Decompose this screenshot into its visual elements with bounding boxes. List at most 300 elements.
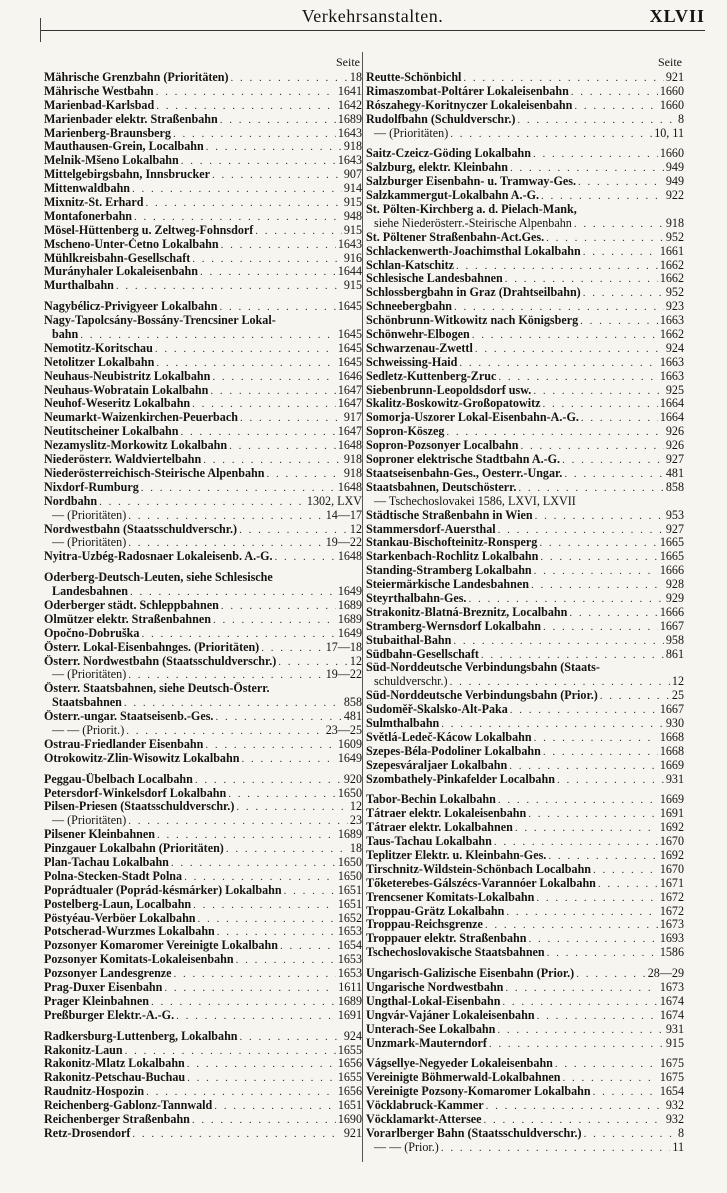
- dot-leader: [126, 669, 323, 682]
- dot-leader: [444, 426, 663, 439]
- entry-name: Schlan-Katschitz: [366, 258, 455, 272]
- entry-name: Nezamyslitz-Morkowitz Lokalbahn: [44, 439, 228, 453]
- entry-name: Prager Kleinbahnen: [44, 994, 149, 1008]
- entry-name: — — (Priorit.): [52, 723, 125, 737]
- entry-name: Schlesische Landesbahnen: [366, 272, 503, 286]
- entry-name: Szepesváraljaer Lokalbahn: [366, 758, 508, 772]
- entry-name: Soproner elektrische Stadtbahn A.-G.: [366, 453, 561, 467]
- dot-leader: [126, 510, 323, 523]
- entry-page: 1656: [337, 1057, 362, 1071]
- entry-name: Neuhaus-Wobratain Lokalbahn: [44, 383, 209, 397]
- index-entry: [44, 523, 362, 537]
- index-entry: [44, 981, 362, 995]
- index-entry: [366, 189, 684, 203]
- index-entry: [366, 272, 684, 286]
- entry-page: 1649: [337, 626, 362, 640]
- entry-name: Radkersburg-Luttenberg, Lokalbahn: [44, 1029, 238, 1043]
- index-entry: [44, 967, 362, 981]
- entry-page: 18: [349, 71, 362, 84]
- index-entry: [44, 1071, 362, 1085]
- index-entry: [44, 252, 362, 266]
- entry-page: 1653: [337, 967, 362, 981]
- index-entry: [44, 1085, 362, 1099]
- entry-name: Rakonitz-Petschau-Buchau: [44, 1071, 186, 1085]
- index-entry: [44, 1057, 362, 1071]
- entry-page: 1673: [659, 981, 684, 994]
- entry-name: Stramberg-Wernsdorf Lokalbahn: [366, 619, 542, 633]
- entry-page: 1651: [337, 883, 362, 897]
- index-entry: [366, 634, 684, 648]
- dot-leader: [149, 996, 336, 1009]
- index-entry: [44, 668, 362, 682]
- entry-name: Salzkammergut-Lokalbahn A.-G.: [366, 189, 540, 203]
- dot-leader: [130, 1128, 341, 1141]
- index-entry: [44, 912, 362, 926]
- entry-name: Schlackenwerth-Joachimsthal Lokalbahn: [366, 244, 581, 258]
- entry-name: Stankau-Bischofteinitz-Ronsperg: [366, 536, 538, 550]
- entry-name: — (Prioritäten): [52, 508, 127, 522]
- dot-leader: [579, 412, 658, 425]
- entry-page: 1586: [659, 946, 684, 960]
- entry-name: Unterach-See Lokalbahn: [366, 1022, 496, 1036]
- entry-name: Světlá-Ledeč-Kácow Lokalbahn: [366, 730, 532, 744]
- index-entry: [366, 675, 684, 689]
- index-entry: [366, 967, 684, 981]
- entry-name: Staatseisenbahn-Ges., Oesterr.-Ungar.: [366, 466, 563, 480]
- dot-leader: [208, 385, 335, 398]
- index-entry: [366, 127, 684, 141]
- index-entry: [44, 370, 362, 384]
- entry-page: 1652: [337, 911, 362, 925]
- dot-leader: [532, 732, 658, 745]
- entry-name: Schönbrunn-Witkowitz nach Königsberg: [366, 314, 579, 328]
- index-entry: [366, 745, 684, 759]
- index-entry: [44, 800, 362, 814]
- dot-leader: [174, 1010, 336, 1023]
- left-index-column: [44, 56, 362, 1141]
- entry-page: 12: [671, 675, 684, 689]
- entry-name: Süd-Norddeutsche Verbindungsbahn (Staats-: [366, 661, 600, 675]
- index-entry: [44, 279, 362, 293]
- entry-page: 1665: [659, 536, 684, 550]
- entry-name: Sopron-Köszeg: [366, 425, 445, 439]
- dot-leader: [193, 774, 342, 787]
- index-entry: [366, 1071, 684, 1085]
- entry-name: Vereinigte Böhmerwald-Lokalbahnen: [366, 1071, 561, 1085]
- entry-page: 19—22: [325, 536, 362, 550]
- entry-name: Pilsen-Priesen (Staatsschuldverschr.): [44, 800, 235, 814]
- entry-page: 1654: [337, 939, 362, 953]
- index-entry: [44, 1099, 362, 1113]
- dot-leader: [97, 496, 305, 509]
- index-entry: [366, 536, 684, 550]
- entry-name: Mscheno-Unter-Četno Lokalbahn: [44, 237, 219, 251]
- index-entry: [366, 564, 684, 578]
- entry-page: 929: [665, 591, 684, 605]
- group-separator: [366, 140, 684, 147]
- entry-name: Salzburg, elektr. Kleinbahn: [366, 161, 509, 175]
- entry-name: Unzmark-Mauterndorf: [366, 1036, 487, 1050]
- entry-name: Nagy-Tapolcsány-Bossány-Trencsiner Lokal-: [44, 314, 276, 328]
- index-entry: [44, 870, 362, 884]
- entry-page: 928: [665, 578, 684, 592]
- entry-name: Neutitscheiner Lokalbahn: [44, 425, 179, 439]
- entry-page: 1668: [659, 730, 684, 744]
- entry-page: 1651: [337, 1099, 362, 1113]
- index-entry: [366, 877, 684, 891]
- entry-name: Retz-Drosendorf: [44, 1126, 131, 1140]
- entry-name: Saitz-Czeicz-Göding Lokalbahn: [366, 147, 531, 161]
- dot-leader: [513, 822, 658, 835]
- dot-leader: [171, 128, 336, 141]
- entry-page: 1692: [659, 848, 684, 862]
- entry-name: Steiermärkische Landesbahnen: [366, 578, 529, 592]
- index-entry: [44, 425, 362, 439]
- index-entry: [366, 648, 684, 662]
- dot-leader: [253, 225, 342, 238]
- dot-leader: [529, 579, 664, 592]
- dot-leader: [596, 878, 658, 891]
- entry-name: Niederösterr. Waldviertelbahn: [44, 453, 202, 467]
- dot-leader: [219, 239, 336, 252]
- entry-name: Trencsener Komitats-Lokalbahn: [366, 890, 535, 904]
- entry-page: 915: [343, 223, 362, 237]
- entry-name: Murthalbahn: [44, 279, 114, 293]
- dot-leader: [451, 635, 663, 648]
- dot-leader: [448, 128, 652, 141]
- entry-page: 1667: [659, 703, 684, 717]
- index-entry: [366, 689, 684, 703]
- dot-leader: [123, 1045, 336, 1058]
- entry-name: Marienbader elektr. Straßenbahn: [44, 112, 218, 126]
- dot-leader: [576, 176, 664, 189]
- entry-name: Nixdorf-Rumburg: [44, 480, 139, 494]
- entry-name: Mährische Westbahn: [44, 84, 154, 98]
- entry-name: Nyitra-Uzbég-Radosnaer Lokaleisenb. A.-G.: [44, 550, 273, 564]
- entry-page: 1672: [659, 890, 684, 904]
- entry-name: Mittelgebirgsbahn, Innsbrucker: [44, 168, 210, 182]
- index-entry: [44, 655, 362, 669]
- entry-name: Szombathely-Pinkafelder Localbahn: [366, 772, 555, 786]
- entry-page: 1689: [337, 994, 362, 1008]
- index-entry: [366, 606, 684, 620]
- index-entry: [44, 509, 362, 523]
- index-entry: [44, 113, 362, 127]
- dot-leader: [496, 794, 658, 807]
- entry-page: 1670: [659, 835, 684, 849]
- index-entry: [366, 891, 684, 905]
- entry-name: Tabor-Bechin Lokalbahn: [366, 793, 496, 807]
- index-entry: [366, 759, 684, 773]
- entry-page: 1662: [659, 272, 684, 286]
- index-entry: [44, 842, 362, 856]
- entry-name: Troppauer elektr. Straßenbahn: [366, 932, 527, 946]
- dot-leader: [538, 551, 657, 564]
- entry-name: Reichenberg-Gablonz-Tannwald: [44, 1099, 213, 1113]
- dot-leader: [496, 524, 664, 537]
- index-entry: [44, 550, 362, 564]
- entry-page: 8: [677, 112, 684, 126]
- dot-leader: [503, 273, 658, 286]
- dot-leader: [179, 155, 336, 168]
- dot-leader: [533, 510, 664, 523]
- entry-page: 918: [665, 216, 684, 230]
- entry-page: 1660: [659, 84, 684, 98]
- entry-page: 1655: [337, 1043, 362, 1057]
- entry-page: 14—17: [325, 508, 362, 522]
- index-entry: [44, 356, 362, 370]
- entry-name: Vágsellye-Negyeder Lokaleisenbahn: [366, 1057, 553, 1071]
- dot-leader: [545, 947, 658, 960]
- index-entry: [44, 467, 362, 481]
- entry-page: 921: [665, 71, 684, 84]
- index-entry: [44, 99, 362, 113]
- index-entry: [366, 905, 684, 919]
- entry-page: 23: [349, 814, 362, 828]
- dot-leader: [128, 586, 336, 599]
- dot-leader: [479, 649, 664, 662]
- index-entry: [366, 453, 684, 467]
- dot-leader: [190, 253, 342, 266]
- dot-leader: [78, 329, 336, 342]
- dot-leader: [516, 482, 663, 495]
- dot-leader: [503, 982, 657, 995]
- index-entry: [44, 154, 362, 168]
- index-entry: [366, 1057, 684, 1071]
- dot-leader: [172, 968, 336, 981]
- index-entry: [366, 231, 684, 245]
- index-entry: [44, 884, 362, 898]
- index-entry: [44, 397, 362, 411]
- entry-page: 1609: [337, 737, 362, 751]
- entry-page: 1648: [337, 439, 362, 453]
- entry-page: 927: [665, 522, 684, 536]
- entry-page: 25: [671, 689, 684, 703]
- entry-name: siehe Niederösterr.-Steirische Alpenbahn: [374, 216, 572, 230]
- dot-leader: [154, 357, 336, 370]
- entry-name: Landesbahnen: [52, 585, 128, 599]
- index-entry: [366, 849, 684, 863]
- dot-leader: [153, 343, 336, 356]
- entry-page: 931: [665, 1022, 684, 1036]
- dot-leader: [273, 551, 336, 564]
- entry-page: 914: [343, 182, 362, 196]
- index-entry: [44, 613, 362, 627]
- dot-leader: [210, 169, 342, 182]
- index-entry: [44, 328, 362, 342]
- index-entry: [366, 370, 684, 384]
- entry-name: Teplitzer Elektr. u. Kleinbahn-Ges.: [366, 848, 547, 862]
- dot-leader: [473, 343, 664, 356]
- dot-leader: [198, 266, 336, 279]
- entry-name: Skalitz-Boskowitz-Großopatowitz: [366, 397, 541, 411]
- seite-label: Seite: [658, 55, 682, 69]
- entry-page: 1650: [337, 855, 362, 869]
- entry-name: Plan-Tachau Lokalbahn: [44, 855, 169, 869]
- dot-leader: [504, 906, 657, 919]
- dot-leader: [259, 642, 324, 655]
- entry-page: 1691: [337, 1008, 362, 1022]
- dot-leader: [114, 280, 342, 293]
- dot-leader: [201, 454, 342, 467]
- group-separator: [366, 960, 684, 967]
- dot-leader: [598, 690, 670, 703]
- entry-name: Rimaszombat-Poltárer Lokaleisenbahn: [366, 84, 569, 98]
- index-entry: [366, 1099, 684, 1113]
- group-separator: [44, 564, 362, 571]
- entry-name: Sudoměř-Skalsko-Alt-Paka: [366, 703, 508, 717]
- entry-name: Tőketerebes-Gálszécs-Varannóer Lokalbahn: [366, 876, 596, 890]
- dot-leader: [518, 440, 663, 453]
- entry-page: 1651: [337, 897, 362, 911]
- dot-leader: [213, 711, 341, 724]
- index-entry: [366, 342, 684, 356]
- dot-leader: [227, 440, 336, 453]
- index-entry: [44, 814, 362, 828]
- entry-page: 1691: [659, 807, 684, 821]
- dot-leader: [282, 885, 336, 898]
- entry-page: 926: [665, 439, 684, 453]
- entry-name: Pozsonyer Komitats-Lokaleisenbahn: [44, 953, 234, 967]
- entry-page: 927: [665, 453, 684, 467]
- entry-page: 1667: [659, 619, 684, 633]
- entry-page: 915: [665, 1036, 684, 1050]
- entry-name: Raudnitz-Hospozin: [44, 1085, 145, 1099]
- entry-name: Salzburger Eisenbahn- u. Tramway-Ges.: [366, 175, 576, 189]
- index-entry: [44, 1009, 362, 1023]
- dot-leader: [500, 996, 657, 1009]
- entry-name: Polna-Stecken-Stadt Polna: [44, 869, 183, 883]
- entry-page: 1644: [337, 265, 362, 279]
- index-entry: [366, 821, 684, 835]
- index-entry: [366, 1023, 684, 1037]
- entry-name: Reichenberger Straßenbahn: [44, 1113, 190, 1127]
- entry-name: Mauthausen-Grein, Localbahn: [44, 140, 204, 154]
- index-entry: [44, 439, 362, 453]
- entry-name: Opočno-Dobruška: [44, 626, 140, 640]
- entry-name: Standing-Stramberg Lokalbahn: [366, 564, 532, 578]
- dot-leader: [143, 197, 341, 210]
- dot-leader: [531, 385, 664, 398]
- dot-leader: [210, 371, 335, 384]
- dot-leader: [238, 1031, 342, 1044]
- entry-page: 1656: [337, 1085, 362, 1099]
- dot-leader: [508, 162, 664, 175]
- index-entry: [366, 835, 684, 849]
- entry-name: Rakonitz-Laun: [44, 1043, 123, 1057]
- dot-leader: [466, 593, 663, 606]
- entry-name: Steyrthalbahn-Ges.: [366, 591, 467, 605]
- entry-name: Pinzgauer Lokalbahn (Prioritäten): [44, 842, 224, 856]
- entry-name: Tátraer elektr. Lokalbahnen: [366, 821, 513, 835]
- entry-name: Potscherad-Wurzmes Lokalbahn: [44, 925, 215, 939]
- index-entry: [366, 995, 684, 1009]
- entry-name: Neuhaus-Neubistritz Lokalbahn: [44, 369, 211, 383]
- index-entry: [366, 863, 684, 877]
- dot-leader: [439, 1142, 671, 1155]
- left-entries: [44, 71, 362, 1141]
- index-entry: [44, 196, 362, 210]
- entry-page: 1664: [659, 397, 684, 411]
- index-entry: [366, 1037, 684, 1051]
- seite-label: Seite: [336, 55, 360, 69]
- index-entry: [366, 550, 684, 564]
- entry-page: 1649: [337, 751, 362, 765]
- index-entry: [366, 981, 684, 995]
- entry-page: 915: [343, 279, 362, 293]
- entry-page: 1675: [659, 1057, 684, 1071]
- group-separator: [44, 766, 362, 773]
- index-entry: [366, 411, 684, 425]
- entry-name: Mühlkreisbahn-Gesellschaft: [44, 251, 191, 265]
- dot-leader: [482, 1114, 664, 1127]
- entry-page: 1673: [659, 918, 684, 932]
- entry-page: 1664: [659, 411, 684, 425]
- index-entry: [366, 578, 684, 592]
- dot-leader: [234, 801, 348, 814]
- entry-name: Nemotitz-Koritschau: [44, 341, 153, 355]
- dot-leader: [492, 836, 658, 849]
- entry-page: 1649: [337, 585, 362, 599]
- entry-page: 1645: [337, 355, 362, 369]
- entry-page: 1672: [659, 904, 684, 918]
- index-entry: [44, 140, 362, 154]
- entry-name: Mährische Grenzbahn (Prioritäten): [44, 71, 229, 84]
- entry-name: St. Pöltener Straßenbahn-Act.Ges.: [366, 230, 545, 244]
- index-entry: [366, 217, 684, 231]
- entry-page: 921: [343, 1126, 362, 1140]
- dot-leader: [219, 600, 336, 613]
- entry-page: 1663: [659, 369, 684, 383]
- dot-leader: [508, 704, 658, 717]
- index-entry: [44, 773, 362, 787]
- entry-page: 28—29: [647, 967, 684, 981]
- entry-name: Vöcklamarkt-Attersee: [366, 1113, 482, 1127]
- entry-name: Siebenbrunn-Leopoldsdorf usw.: [366, 383, 532, 397]
- entry-page: 1663: [659, 314, 684, 328]
- dot-leader: [185, 1058, 336, 1071]
- dot-leader: [130, 183, 342, 196]
- index-entry: [44, 738, 362, 752]
- entry-name: Rószahegy-Koritnyczer Lokaleisenbahn: [366, 98, 573, 112]
- entry-page: 920: [343, 772, 362, 786]
- index-entry: [44, 1113, 362, 1127]
- entry-page: 1690: [337, 1113, 362, 1127]
- entry-name: Städtische Straßenbahn in Wien: [366, 508, 533, 522]
- entry-page: 1660: [659, 147, 684, 161]
- entry-page: 18: [349, 842, 362, 856]
- entry-name: Sopron-Pozsonyer Localbahn: [366, 439, 519, 453]
- index-entry: [44, 71, 362, 85]
- dot-leader: [574, 968, 646, 981]
- dot-leader: [535, 1010, 658, 1023]
- entry-page: 12: [349, 654, 362, 668]
- entry-page: 949: [665, 175, 684, 189]
- dot-leader: [487, 1038, 664, 1051]
- entry-page: 918: [343, 466, 362, 480]
- index-entry: [366, 495, 684, 509]
- entry-page: 1645: [337, 300, 362, 314]
- entry-name: Ostrau-Friedlander Eisenbahn: [44, 737, 204, 751]
- index-entry: [44, 599, 362, 613]
- entry-name: Staatsbahnen: [52, 696, 122, 710]
- dot-leader: [537, 537, 657, 550]
- dot-leader: [439, 718, 664, 731]
- dot-leader: [567, 607, 657, 620]
- index-entry: [44, 995, 362, 1009]
- entry-page: 1675: [659, 1071, 684, 1085]
- index-entry: [366, 592, 684, 606]
